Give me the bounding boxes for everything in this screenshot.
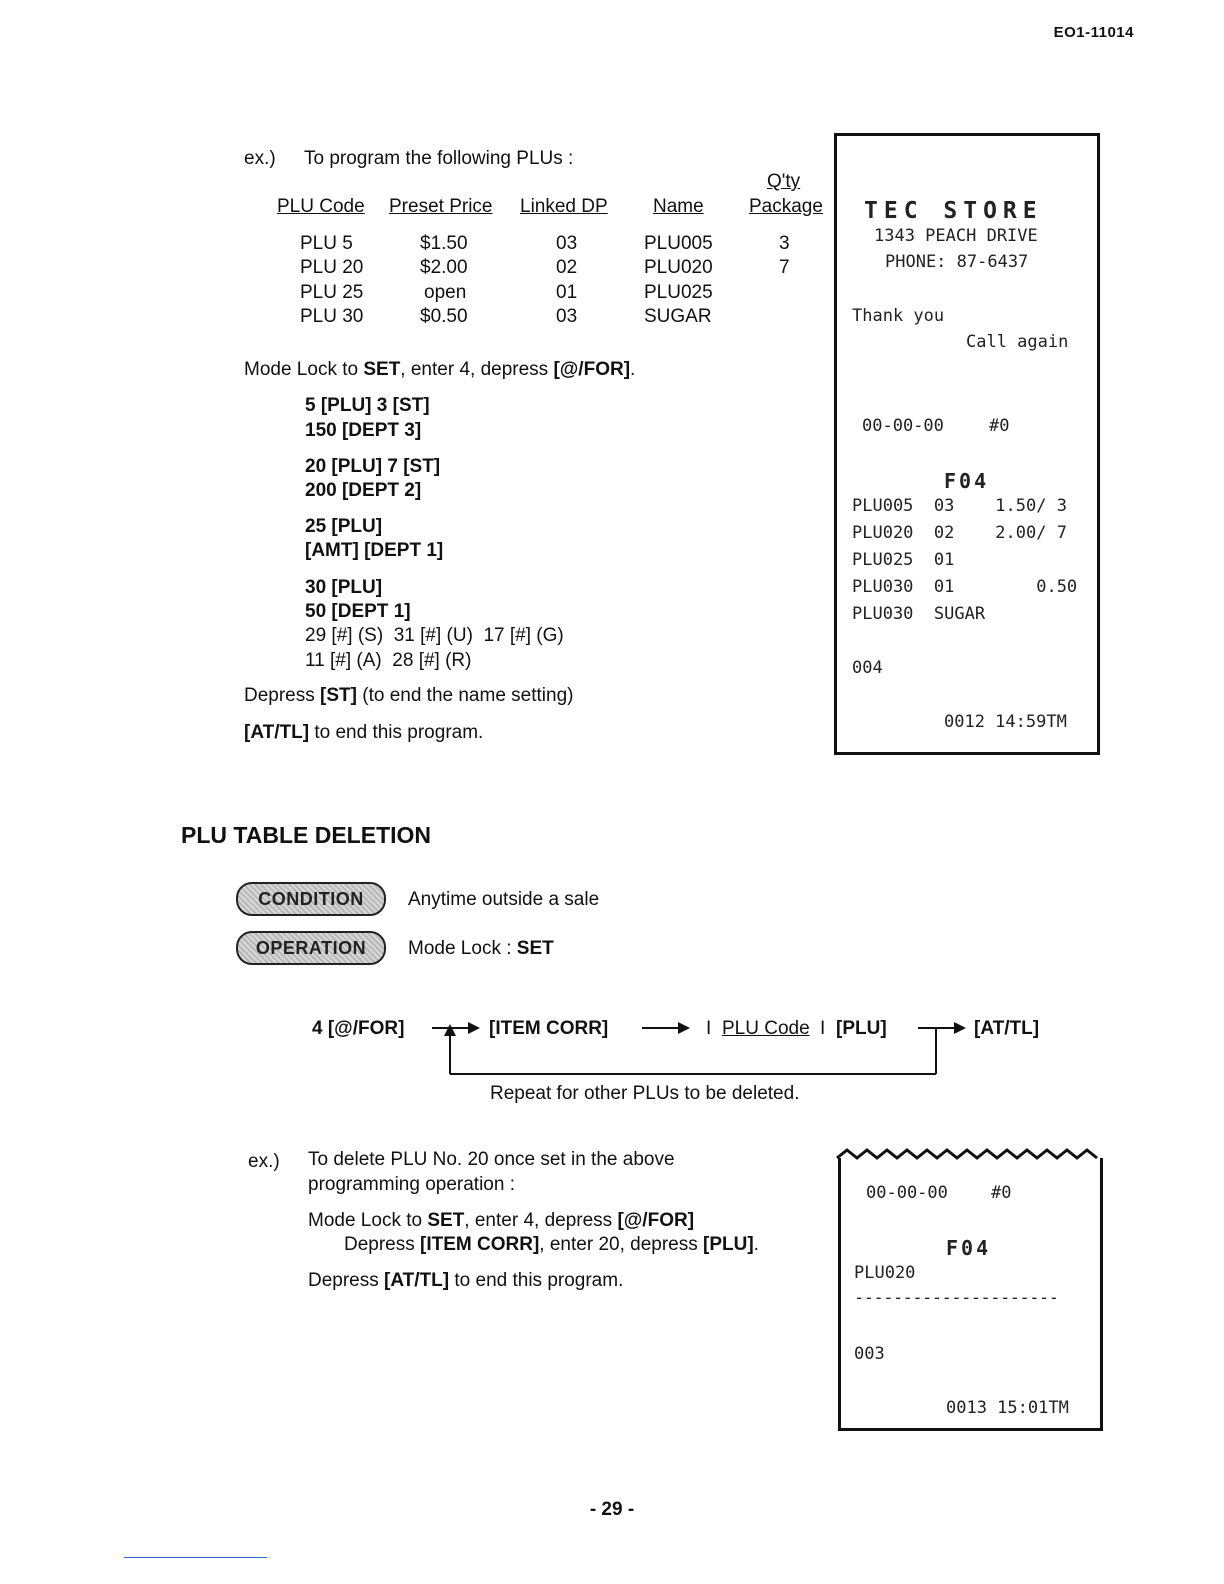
- table-cell: 3: [779, 233, 790, 254]
- table-cell: $0.50: [420, 306, 468, 327]
- example2-line2: programming operation :: [308, 1174, 515, 1195]
- receipt-phone: PHONE: 87-6437: [885, 252, 1029, 272]
- col-header-preset-price: Preset Price: [389, 196, 493, 217]
- example2-end: Depress [AT/TL] to end this program.: [308, 1270, 624, 1291]
- flow-arrows: [420, 1010, 980, 1080]
- receipt-call-again: Call again: [966, 332, 1069, 352]
- table-cell: 03: [556, 233, 578, 254]
- key-step: 29 [#] (S) 31 [#] (U) 17 [#] (G): [305, 625, 564, 646]
- receipt-sample-2: [838, 1158, 1103, 1431]
- receipt-store-name: TEC STORE: [864, 198, 1043, 224]
- receipt-number: #0: [989, 416, 1010, 436]
- receipt-date: 00-00-00: [862, 416, 944, 436]
- table-cell: $2.00: [420, 257, 468, 278]
- table-cell: PLU 25: [300, 282, 364, 303]
- receipt-sample-1: [834, 133, 1100, 755]
- page-number: - 29 -: [589, 1499, 635, 1520]
- footer-rule: [124, 1557, 267, 1558]
- end-program: [AT/TL] to end this program.: [244, 722, 484, 743]
- key-step: 50 [DEPT 1]: [305, 601, 411, 622]
- key-step: 5 [PLU] 3 [ST]: [305, 395, 430, 416]
- table-cell: PLU005: [644, 233, 713, 254]
- example2-depress: Depress [ITEM CORR], enter 20, depress [PLU].: [344, 1234, 759, 1255]
- table-cell: PLU 20: [300, 257, 364, 278]
- key-step: 30 [PLU]: [305, 577, 383, 598]
- table-cell: SUGAR: [644, 306, 712, 327]
- example-label: ex.): [244, 148, 276, 169]
- key-step: 11 [#] (A) 28 [#] (R): [305, 650, 472, 671]
- receipt-code: 003: [854, 1344, 885, 1364]
- col-header-package: Package: [749, 196, 823, 217]
- key-step: 25 [PLU]: [305, 516, 383, 537]
- document-id: EO1-11014: [1053, 24, 1134, 41]
- key-step: 200 [DEPT 2]: [305, 480, 422, 501]
- flow-bar: I: [820, 1018, 826, 1039]
- table-cell: PLU020: [644, 257, 713, 278]
- table-cell: 03: [556, 306, 578, 327]
- receipt-dashes: ---------------------: [854, 1288, 1059, 1308]
- flow-step-for: 4 [@/FOR]: [312, 1018, 405, 1039]
- qty-header-top: Q'ty: [767, 171, 801, 192]
- receipt-footer: 0013 15:01TM: [946, 1398, 1069, 1418]
- receipt-line: PLU020: [854, 1263, 916, 1283]
- example-intro: To program the following PLUs :: [304, 148, 574, 169]
- col-header-name: Name: [653, 196, 704, 217]
- receipt-thanks: Thank you: [852, 306, 945, 326]
- condition-text: Anytime outside a sale: [408, 889, 600, 910]
- key-step: [AMT] [DEPT 1]: [305, 540, 444, 561]
- flow-bar: I: [706, 1018, 712, 1039]
- table-cell: PLU 30: [300, 306, 364, 327]
- flow-step-item-corr: [ITEM CORR]: [489, 1018, 609, 1039]
- flow-step-plu: [PLU]: [836, 1018, 887, 1039]
- example2-label: ex.): [248, 1151, 280, 1172]
- receipt-function-code: F04: [946, 1236, 992, 1260]
- operation-badge: OPERATION: [236, 931, 386, 965]
- receipt-tear-edge: [835, 1146, 1101, 1162]
- col-header-linked-dp: Linked DP: [520, 196, 608, 217]
- flow-step-plu-code: PLU Code: [722, 1018, 810, 1039]
- end-name-setting: Depress [ST] (to end the name setting): [244, 685, 574, 706]
- receipt-line: PLU020 02 2.00/ 7: [852, 523, 1067, 543]
- key-step: 20 [PLU] 7 [ST]: [305, 456, 441, 477]
- table-cell: open: [424, 282, 467, 303]
- table-cell: 7: [779, 257, 790, 278]
- mode-lock-instruction: Mode Lock to SET, enter 4, depress [@/FOR].: [244, 359, 636, 380]
- receipt-date: 00-00-00: [866, 1183, 948, 1203]
- receipt-footer: 0012 14:59TM: [944, 712, 1067, 732]
- receipt-line: PLU030 SUGAR: [852, 604, 986, 624]
- table-cell: PLU 5: [300, 233, 353, 254]
- receipt-number: #0: [991, 1183, 1012, 1203]
- section-title: PLU TABLE DELETION: [181, 822, 432, 848]
- operation-text: Mode Lock : SET: [408, 938, 554, 959]
- key-step: 150 [DEPT 3]: [305, 420, 422, 441]
- repeat-note: Repeat for other PLUs to be deleted.: [490, 1083, 800, 1104]
- condition-badge: CONDITION: [236, 882, 386, 916]
- table-cell: 01: [556, 282, 578, 303]
- table-cell: 02: [556, 257, 578, 278]
- receipt-address: 1343 PEACH DRIVE: [874, 226, 1038, 246]
- example2-line1: To delete PLU No. 20 once set in the above: [308, 1149, 675, 1170]
- table-cell: $1.50: [420, 233, 468, 254]
- receipt-function-code: F04: [944, 469, 990, 493]
- receipt-code: 004: [852, 658, 883, 678]
- col-header-plu-code: PLU Code: [277, 196, 365, 217]
- table-cell: PLU025: [644, 282, 713, 303]
- receipt-line: PLU030 01 0.50: [852, 577, 1078, 597]
- example2-mode: Mode Lock to SET, enter 4, depress [@/FOR]: [308, 1210, 695, 1231]
- receipt-line: PLU005 03 1.50/ 3: [852, 496, 1067, 516]
- flow-step-at-tl: [AT/TL]: [974, 1018, 1040, 1039]
- receipt-line: PLU025 01: [852, 550, 955, 570]
